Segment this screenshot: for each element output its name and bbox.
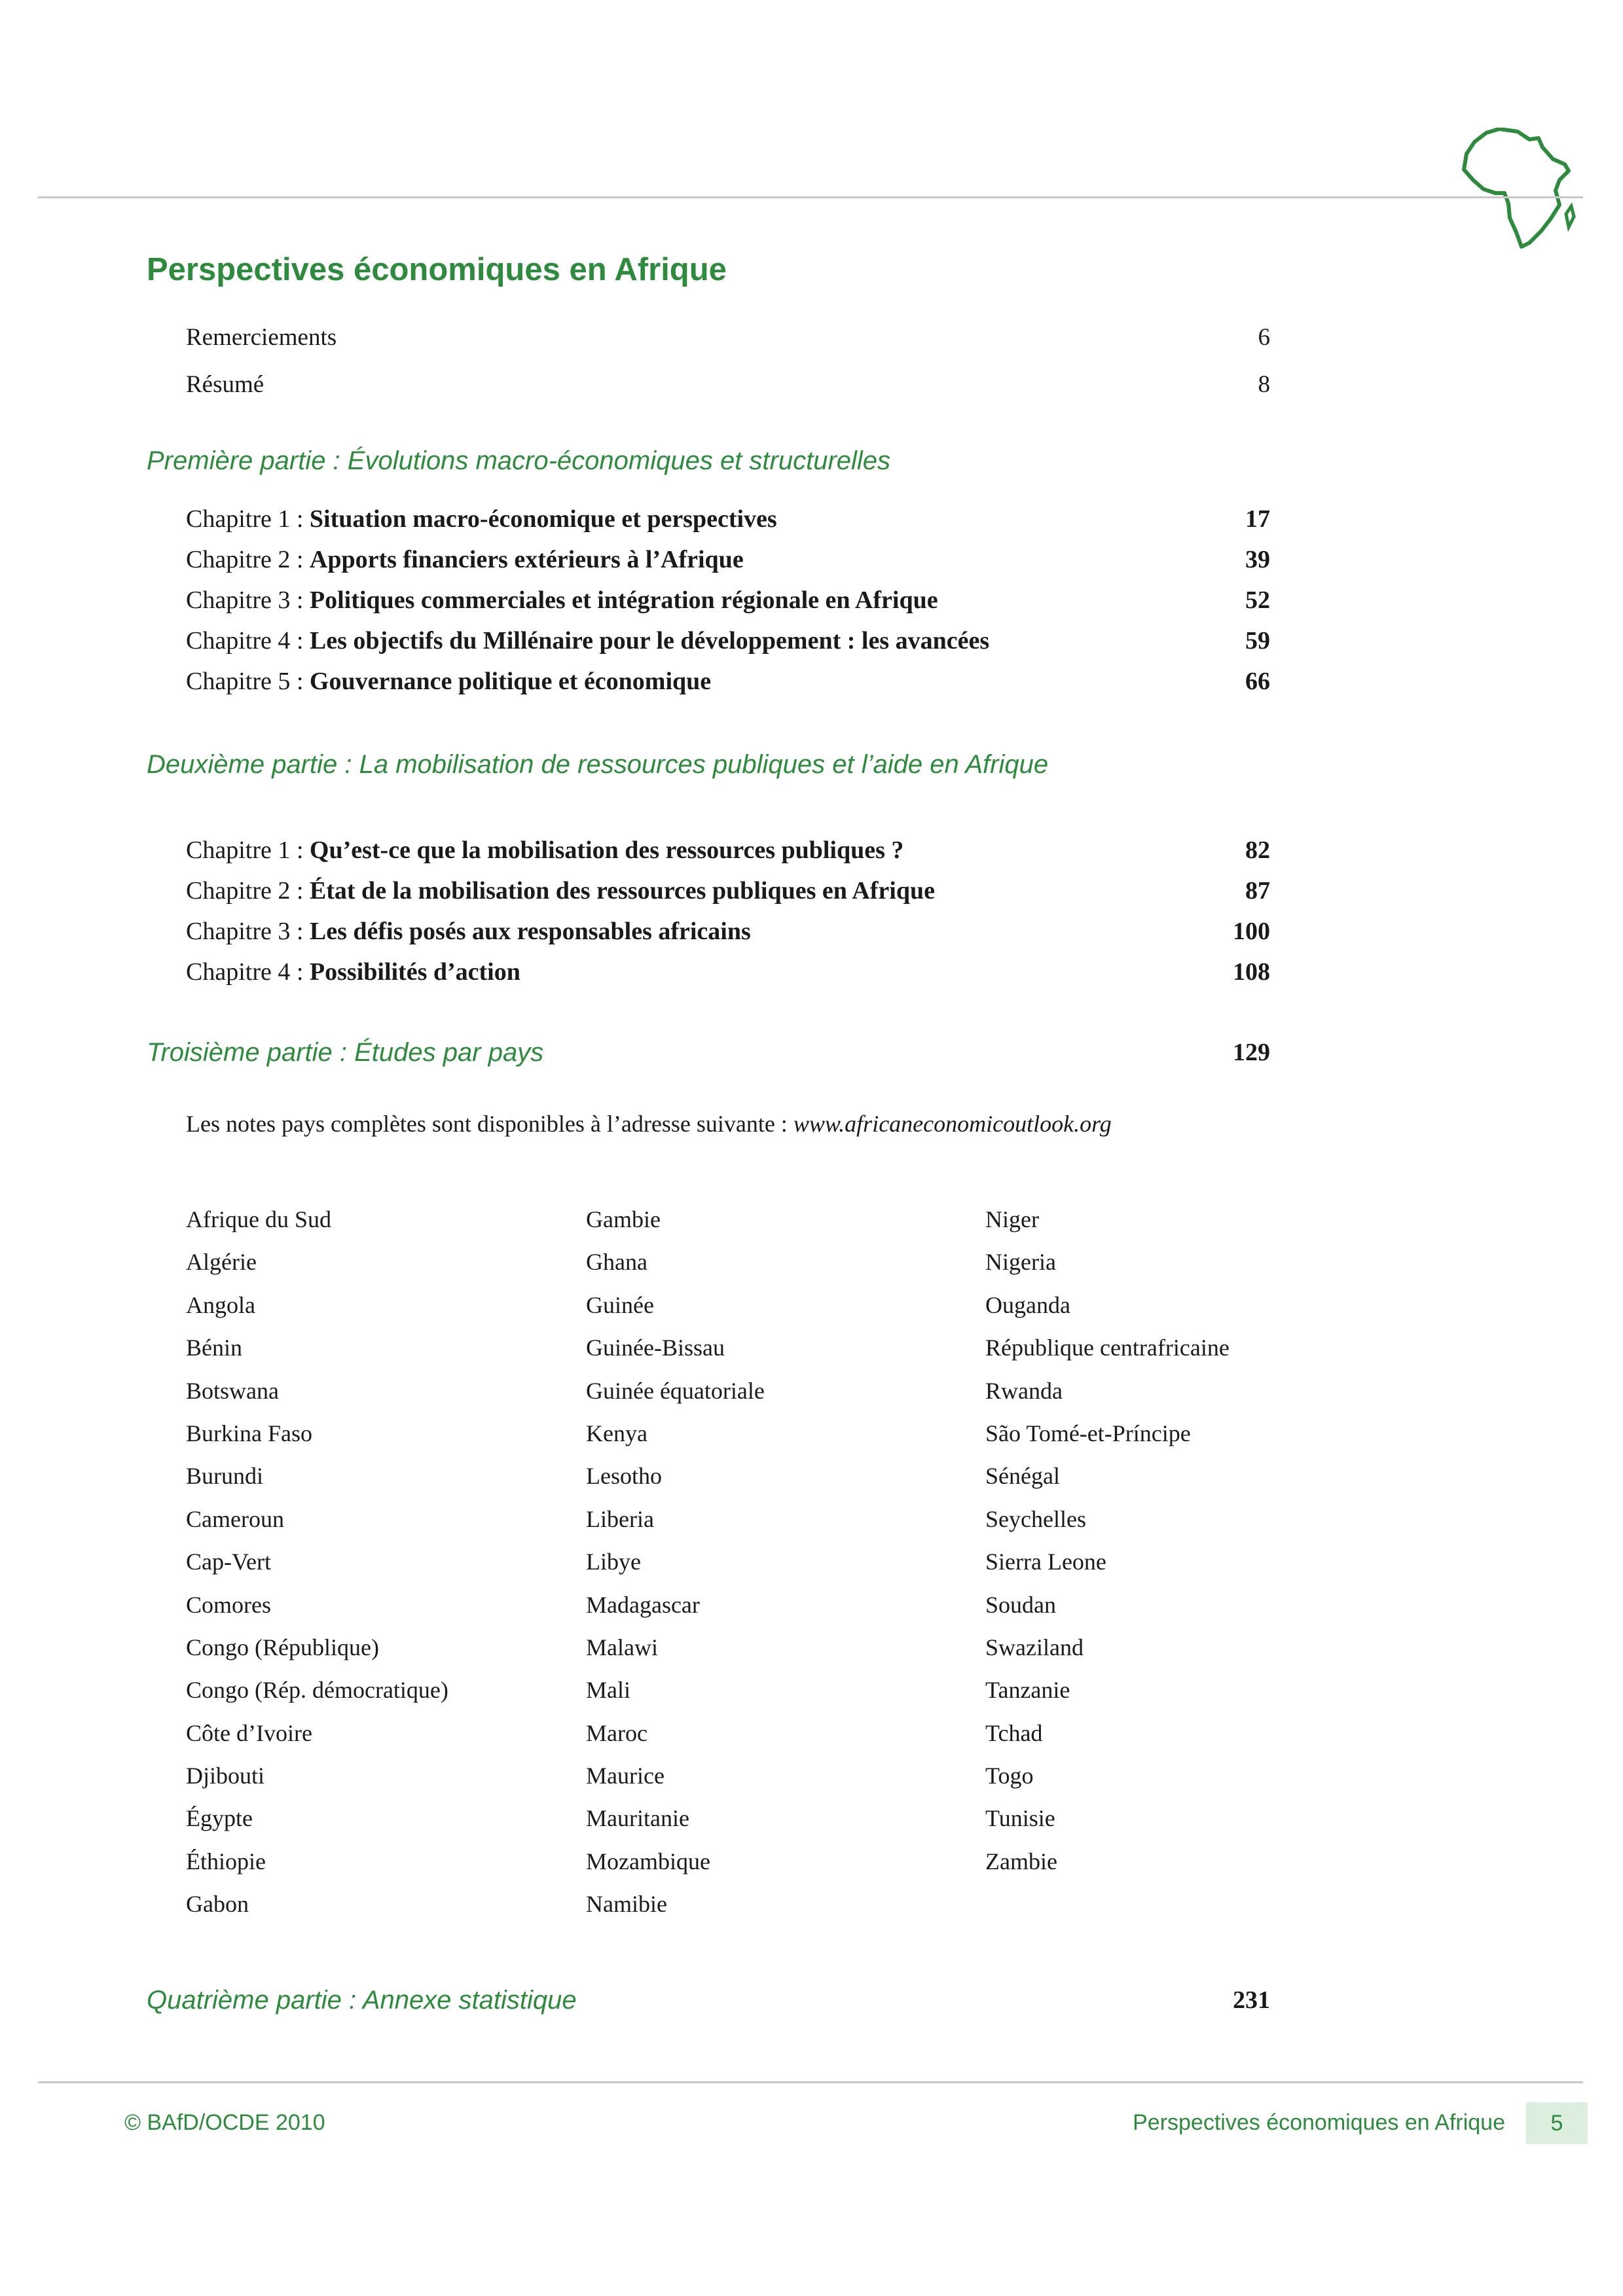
country-item[interactable]: Éthiopie [186,1848,266,1874]
country-item[interactable]: Gambie [586,1206,661,1232]
country-item[interactable]: Kenya [586,1420,647,1446]
chapter-title: Les défis posés aux responsables africains [309,918,751,945]
country-item[interactable]: Ouganda [985,1291,1070,1318]
country-item[interactable]: Guinée [586,1291,654,1318]
chapter-title: Qu’est-ce que la mobilisation des ressources publiques ? [309,836,904,864]
chapter-page: 100 [1233,918,1270,945]
country-item[interactable]: Égypte [186,1805,253,1832]
country-item[interactable]: Tunisie [985,1805,1055,1832]
chapter-page: 39 [1245,546,1270,573]
country-item[interactable]: Tanzanie [985,1677,1070,1704]
part2-chapter-list [186,830,1270,992]
country-item[interactable]: Mozambique [586,1848,710,1874]
country-item[interactable]: Gabon [186,1891,249,1918]
chapter-page: 108 [1233,958,1270,986]
country-item[interactable]: Guinée-Bissau [586,1335,725,1361]
country-item[interactable]: Niger [985,1206,1039,1232]
chapter-label: Chapitre 5 : [186,668,310,695]
part1-chapter-list [186,499,1270,702]
footer-rule [38,2081,1583,2083]
country-item[interactable]: Afrique du Sud [186,1206,331,1232]
country-item[interactable]: Tchad [985,1719,1043,1746]
country-item[interactable]: Mauritanie [586,1805,689,1832]
toc-entry-resume[interactable] [186,370,1270,399]
country-list-col1 [186,1203,448,1931]
country-item[interactable]: Zambie [985,1848,1057,1874]
chapter-page: 17 [1245,505,1270,533]
chapter-entry[interactable] [186,580,1270,620]
chapter-title: Apports financiers extérieurs à l’Afrique [309,546,744,573]
chapter-entry[interactable] [186,952,1270,992]
part1-heading[interactable]: Première partie : Évolutions macro-économiques et structurelles [147,446,891,475]
page-number-badge: 5 [1526,2102,1588,2144]
africa-map-icon [1461,128,1579,252]
country-item[interactable]: Congo (Rép. démocratique) [186,1677,448,1704]
header-rule [38,196,1583,198]
entry-page: 8 [1258,371,1270,398]
country-item[interactable]: Algérie [186,1249,257,1276]
country-item[interactable]: Nigeria [985,1249,1056,1276]
country-list-col2 [586,1203,765,1931]
entry-page: 6 [1258,324,1270,351]
chapter-page: 59 [1245,627,1270,655]
country-item[interactable]: Liberia [586,1505,654,1532]
entry-label: Résumé [186,371,264,398]
country-item[interactable]: Mali [586,1677,630,1704]
chapter-label: Chapitre 1 : [186,836,310,864]
chapter-entry[interactable] [186,830,1270,870]
country-item[interactable]: Guinée équatoriale [586,1377,765,1404]
chapter-page: 66 [1245,668,1270,695]
country-item[interactable]: Angola [186,1291,255,1318]
country-item[interactable]: Namibie [586,1891,667,1918]
country-item[interactable]: Togo [985,1763,1034,1789]
page-title: Perspectives économiques en Afrique [147,252,727,287]
country-item[interactable]: Malawi [586,1634,658,1660]
chapter-title: Possibilités d’action [309,958,520,986]
footer-copyright: © BAfD/OCDE 2010 [124,2110,325,2135]
country-item[interactable]: Cameroun [186,1505,284,1532]
country-item[interactable]: Burundi [186,1463,264,1490]
country-item[interactable]: Swaziland [985,1634,1084,1660]
country-item[interactable]: Rwanda [985,1377,1063,1404]
chapter-label: Chapitre 3 : [186,918,310,945]
footer-publication-title: Perspectives économiques en Afrique [1133,2110,1505,2135]
chapter-entry[interactable] [186,911,1270,952]
country-item[interactable]: Seychelles [985,1505,1086,1532]
part4-heading[interactable]: Quatrième partie : Annexe statistique [147,1986,577,2015]
part3-heading[interactable]: Troisième partie : Études par pays [147,1038,544,1067]
entry-label: Remerciements [186,324,337,351]
country-item[interactable]: Djibouti [186,1763,265,1789]
country-item[interactable]: Botswana [186,1377,279,1404]
notes-text: Les notes pays complètes sont disponibles à l’adresse suivante : [186,1111,793,1137]
chapter-entry[interactable] [186,539,1270,580]
chapter-entry[interactable] [186,499,1270,539]
chapter-page: 87 [1245,877,1270,905]
chapter-label: Chapitre 4 : [186,627,310,655]
country-item[interactable]: Libye [586,1549,641,1575]
country-item[interactable]: Madagascar [586,1591,700,1618]
country-item[interactable]: Bénin [186,1335,242,1361]
country-item[interactable]: São Tomé-et-Príncipe [985,1420,1191,1446]
country-item[interactable]: Sierra Leone [985,1549,1106,1575]
chapter-label: Chapitre 4 : [186,958,310,986]
country-item[interactable]: Soudan [985,1591,1056,1618]
country-item[interactable]: Ghana [586,1249,647,1276]
notes-url-link[interactable]: www.africaneconomicoutlook.org [793,1111,1112,1137]
country-item[interactable]: Sénégal [985,1463,1060,1490]
country-notes-line [186,1110,1112,1138]
toc-entry-remerciements[interactable] [186,323,1270,351]
part3-page: 129 [1233,1039,1270,1066]
chapter-title: Les objectifs du Millénaire pour le développement : les avancées [309,627,990,655]
country-item[interactable]: Burkina Faso [186,1420,312,1446]
chapter-title: Politiques commerciales et intégration régionale en Afrique [309,586,938,614]
chapter-title: Situation macro-économique et perspectives [309,505,777,533]
country-list-col3 [985,1203,1230,1888]
country-item[interactable]: Lesotho [586,1463,662,1490]
chapter-label: Chapitre 1 : [186,505,310,533]
chapter-label: Chapitre 2 : [186,546,310,573]
part4-page: 231 [1233,1986,1270,2014]
chapter-page: 82 [1245,836,1270,864]
chapter-page: 52 [1245,586,1270,614]
part2-heading[interactable]: Deuxième partie : La mobilisation de ressources publiques et l’aide en Afrique [147,750,1049,779]
chapter-entry[interactable] [186,620,1270,661]
country-item[interactable]: Cap-Vert [186,1549,271,1575]
country-item[interactable]: République centrafricaine [985,1335,1230,1361]
chapter-label: Chapitre 3 : [186,586,310,614]
chapter-label: Chapitre 2 : [186,877,310,905]
country-item[interactable]: Congo (République) [186,1634,379,1660]
chapter-entry[interactable] [186,661,1270,702]
country-item[interactable]: Côte d’Ivoire [186,1719,312,1746]
chapter-entry[interactable] [186,870,1270,911]
country-item[interactable]: Comores [186,1591,271,1618]
country-item[interactable]: Maroc [586,1719,647,1746]
chapter-title: État de la mobilisation des ressources publiques en Afrique [309,877,935,905]
chapter-title: Gouvernance politique et économique [309,668,712,695]
country-item[interactable]: Maurice [586,1763,665,1789]
